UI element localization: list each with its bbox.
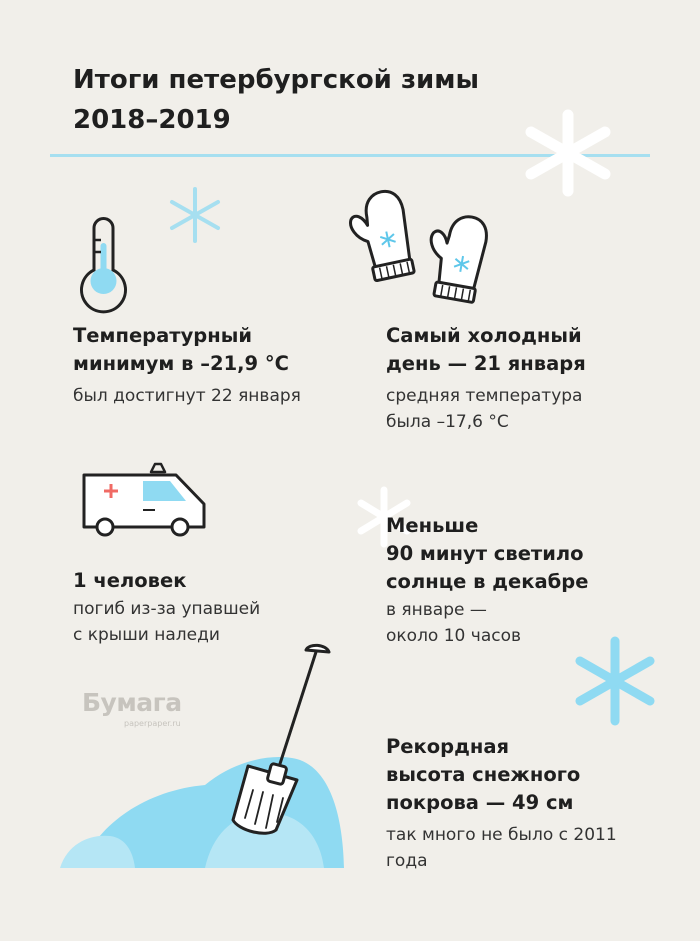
mittens-icon — [345, 188, 489, 303]
fact-heading: день — 21 января — [386, 352, 586, 375]
fact-sunshine — [386, 512, 588, 649]
watermark-logo: Бумага — [82, 688, 182, 717]
fact-detail: года — [386, 851, 428, 871]
title-line-1: Итоги петербургской зимы — [73, 65, 480, 95]
snowflake-icon — [172, 189, 218, 241]
fact-heading: минимум в –21,9 °C — [73, 352, 289, 375]
fact-detail: в январе — — [386, 600, 487, 620]
thermometer-icon — [82, 219, 126, 312]
ambulance-icon — [84, 464, 204, 535]
snowflake-icon — [580, 641, 650, 721]
watermark-site: paperpaper.ru — [124, 719, 181, 728]
fact-heading: высота снежного — [386, 763, 581, 786]
fact-detail: с крыши наледи — [73, 625, 220, 645]
fact-detail: средняя температура — [386, 386, 583, 406]
snowflake-icon — [531, 115, 605, 191]
fact-heading: Меньше — [386, 514, 479, 537]
snow-drift — [60, 757, 344, 868]
fact-temperature-minimum — [73, 322, 301, 409]
fact-coldest-day — [386, 322, 586, 435]
fact-heading: Температурный — [73, 324, 253, 347]
fact-detail: была –17,6 °C — [386, 412, 509, 432]
fact-icicle-death — [73, 567, 260, 648]
fact-heading: 1 человек — [73, 569, 187, 592]
fact-detail: около 10 часов — [386, 626, 522, 646]
title-line-2: 2018–2019 — [73, 105, 231, 135]
fact-heading: Рекордная — [386, 735, 510, 758]
fact-snow-depth — [386, 733, 617, 874]
fact-heading: 90 минут светило — [386, 542, 584, 565]
fact-detail: был достигнут 22 января — [73, 386, 301, 406]
fact-heading: покрова — 49 см — [386, 791, 574, 814]
fact-heading: солнце в декабре — [386, 570, 589, 593]
fact-heading: Самый холодный — [386, 324, 582, 347]
fact-detail: погиб из-за упавшей — [73, 599, 261, 619]
fact-detail: так много не было с 2011 — [386, 825, 617, 845]
